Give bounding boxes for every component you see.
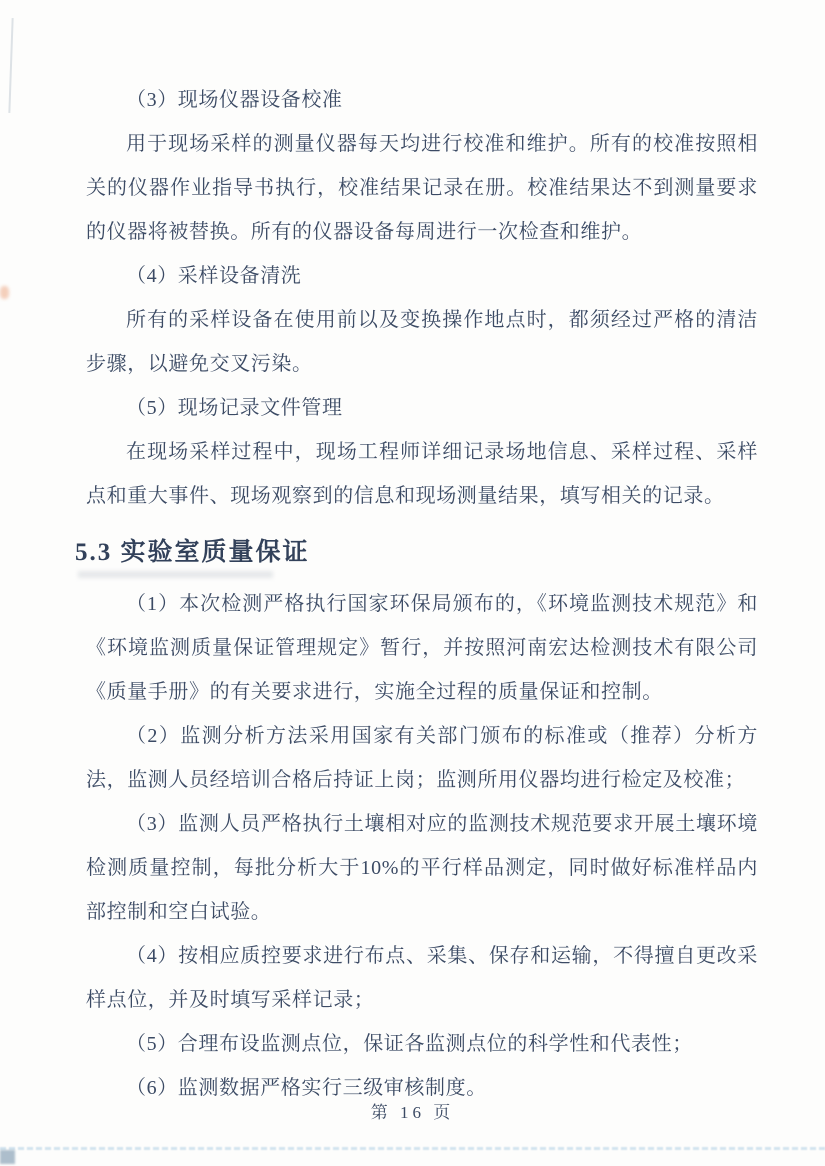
scan-edge-line-artifact: [0, 1147, 825, 1150]
paragraph: 在现场采样过程中，现场工程师详细记录场地信息、采样过程、采样点和重大事件、现场观察到的信息和现场测量结果，填写相关的记录。: [86, 441, 758, 507]
paragraph: （6）监测数据严格实行三级审核制度。: [126, 1077, 487, 1099]
page-number: 第 16 页: [370, 1103, 455, 1122]
scan-scratch-artifact: [8, 18, 13, 113]
clause-heading: （3）现场仪器设备校准: [126, 89, 343, 111]
clause-heading: （5）现场记录文件管理: [126, 397, 343, 419]
clause-heading: （4）采样设备清洗: [126, 265, 302, 287]
section-heading: 5.3 实验室质量保证: [75, 539, 310, 566]
paragraph: （3）监测人员严格执行土壤相对应的监测技术规范要求开展土壤环境检测质量控制，每批分析大于10%的平行样品测定，同时做好标准样品内部控制和空白试验。: [86, 813, 758, 923]
scan-corner-artifact: [0, 1150, 15, 1164]
paragraph: （4）按相应质控要求进行布点、采集、保存和运输，不得擅自更改采样点位，并及时填写采样记录；: [86, 945, 758, 1011]
paragraph: （5）合理布设监测点位，保证各监测点位的科学性和代表性；: [126, 1033, 693, 1055]
document-body: [75, 78, 758, 1110]
paragraph: （2）监测分析方法采用国家有关部门颁布的标准或（推荐）分析方法，监测人员经培训合格后持证上岗；监测所用仪器均进行检定及校准；: [86, 725, 758, 791]
paragraph: 用于现场采样的测量仪器每天均进行校准和维护。所有的校准按照相关的仪器作业指导书执行，校准结果记录在册。校准结果达不到测量要求的仪器将被替换。所有的仪器设备每周进行一次检查和维护。: [86, 133, 758, 243]
paragraph: 所有的采样设备在使用前以及变换操作地点时，都须经过严格的清洁步骤，以避免交叉污染。: [86, 309, 758, 375]
scan-smudge-artifact: [0, 286, 9, 299]
paragraph: （1）本次检测严格执行国家环保局颁布的，《环境监测技术规范》和《环境监测质量保证管理规定》暂行，并按照河南宏达检测技术有限公司《质量手册》的有关要求进行，实施全过程的质量保证和控制。: [86, 593, 758, 703]
